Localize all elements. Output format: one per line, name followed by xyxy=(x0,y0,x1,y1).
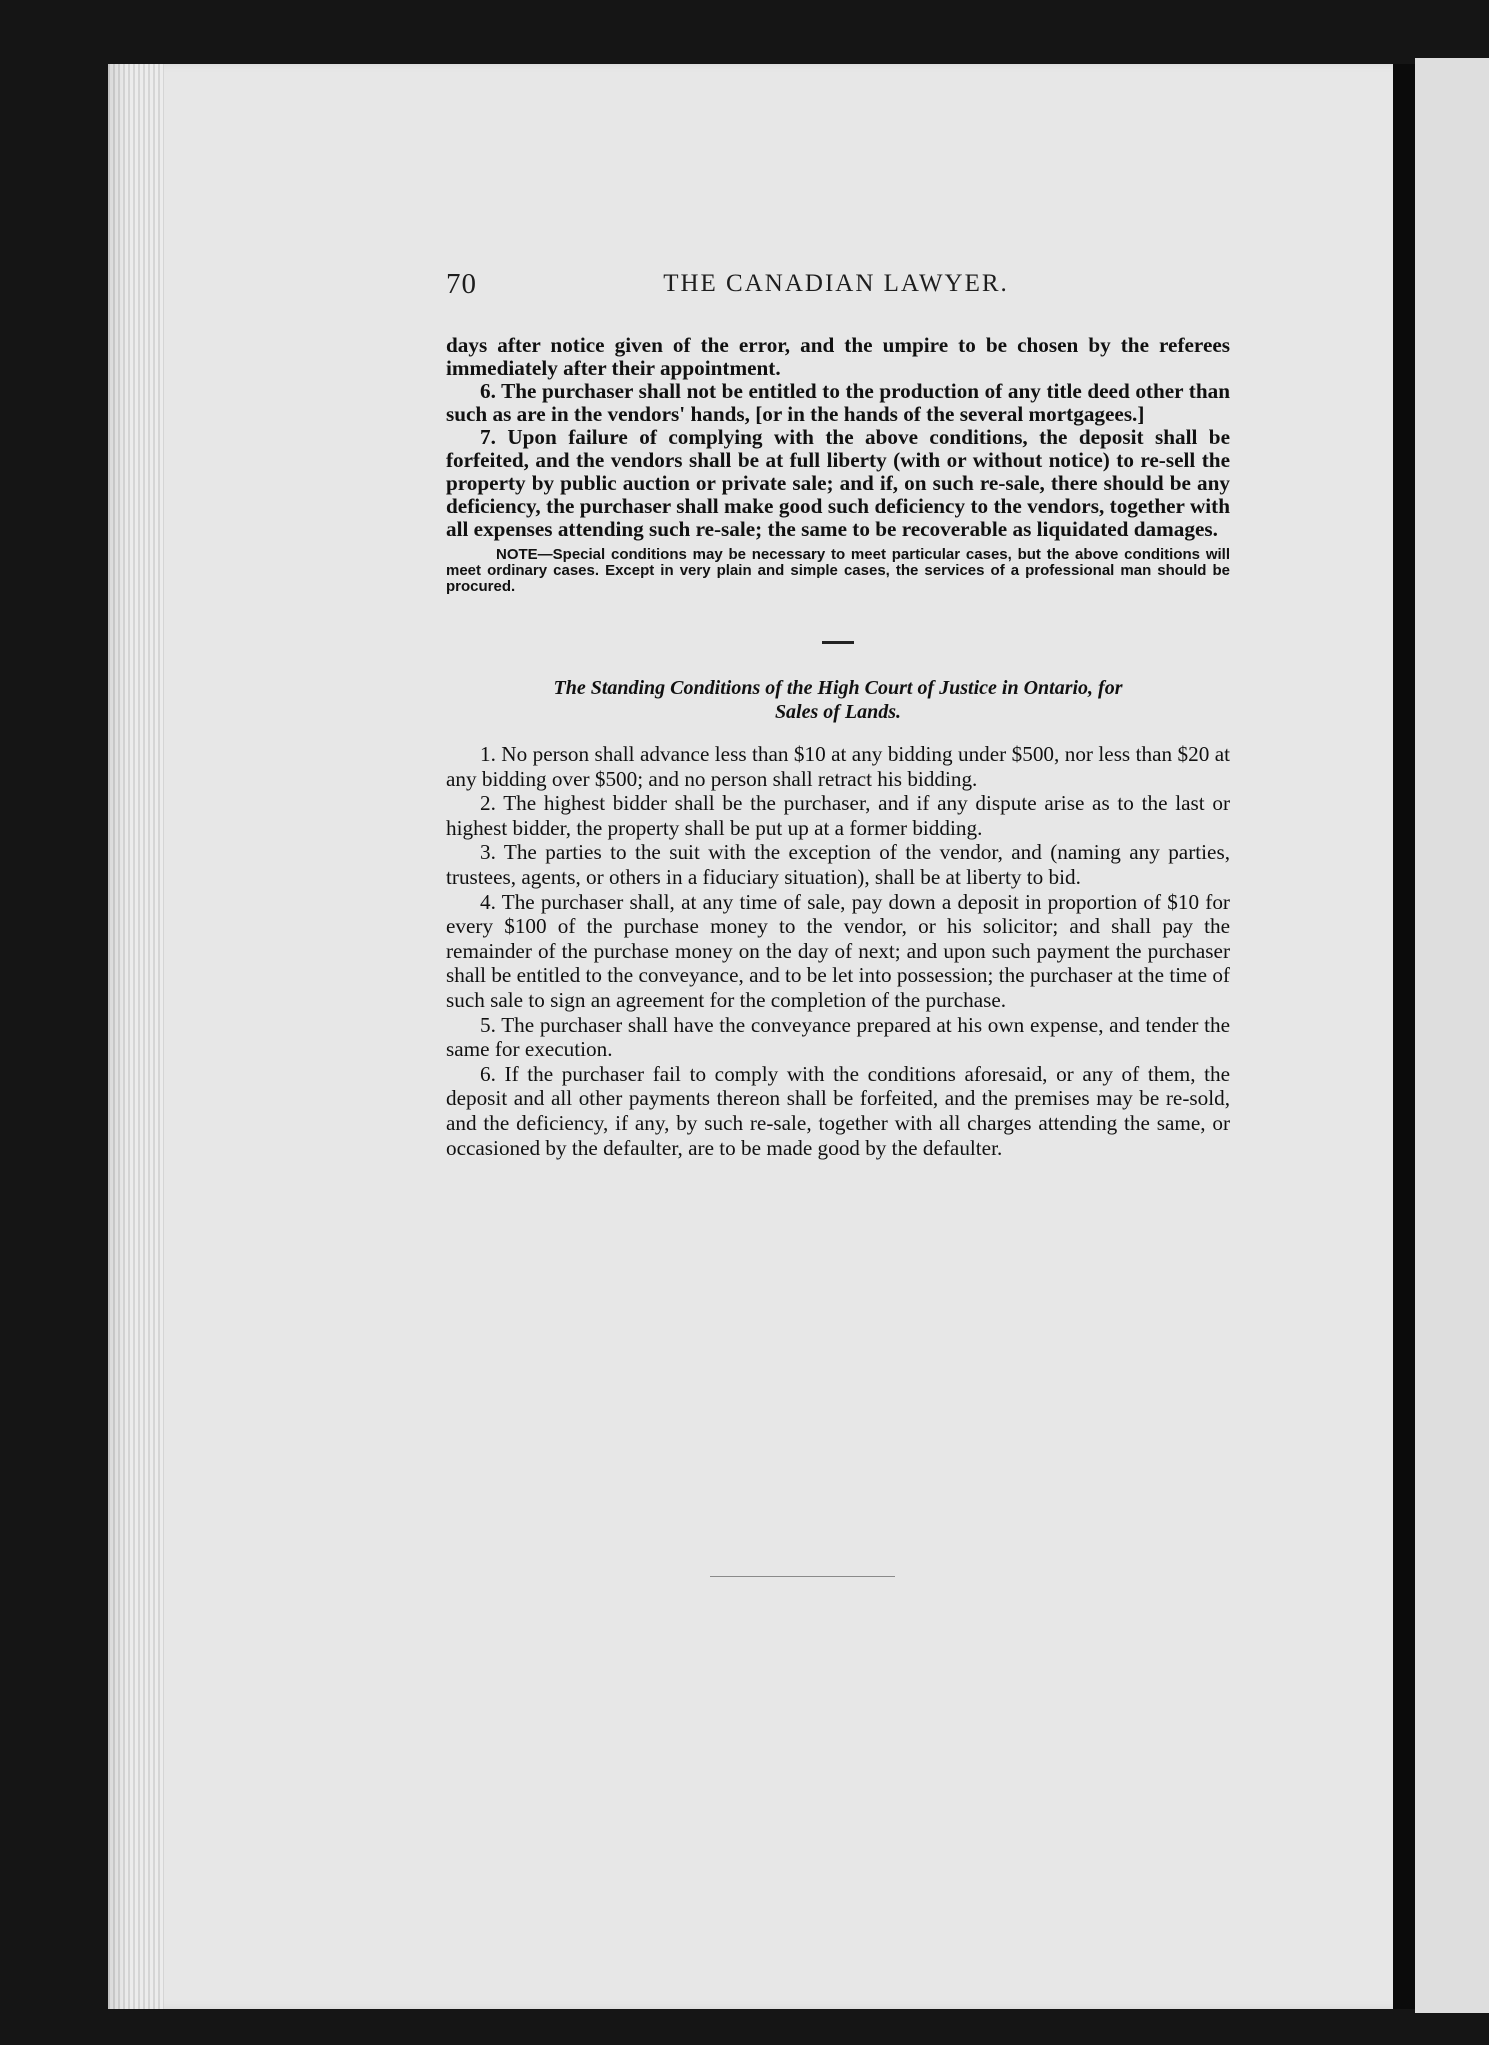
bottom-rule xyxy=(710,1576,895,1577)
section-heading xyxy=(446,676,1230,724)
paragraph-continuation: days after notice given of the error, and the umpire to be chosen by the referees immediately after their appointment. xyxy=(446,333,1230,380)
page-edge-stack xyxy=(108,64,164,2009)
journal-title: THE CANADIAN LAWYER. xyxy=(663,270,1009,297)
condition-3: 3. The parties to the suit with the exception of the vendor, and (naming any parties, trustees, agents, or others in a fiduciary situation), shall be at liberty to bid. xyxy=(446,840,1230,889)
facing-page-edge xyxy=(1415,58,1489,2013)
running-head xyxy=(446,268,1226,308)
paragraph-6: 6. The purchaser shall not be entitled to the production of any title deed other than such as are in the vendors' hands, [or in the hands of the several mortgagees.] xyxy=(446,379,1230,426)
section-heading-line-1: The Standing Conditions of the High Court of Justice in Ontario, for xyxy=(553,677,1123,699)
section-heading-line-2: Sales of Lands. xyxy=(774,701,902,723)
conditions-list xyxy=(446,742,1230,1160)
page-number: 70 xyxy=(446,268,477,300)
condition-6: 6. If the purchaser fail to comply with the conditions aforesaid, or any of them, the deposit and all other payments thereon shall be forfeited, and the premises may be re-sold, and the deficiency, if any, by such re-sale, together with all charges attending the same, or occasioned by the defaulter, are to be made good by the defaulter. xyxy=(446,1061,1230,1160)
paragraph-7: 7. Upon failure of complying with the above conditions, the deposit shall be forfeited, and the vendors shall be at full liberty (with or without notice) to re-sell the property by public auction or private sale; and if, on such re-sale, there should be any deficiency, the purchaser shall make good such deficiency to the vendors, together with all expenses attending such re-sale; the same to be recoverable as liquidated damages. xyxy=(446,425,1230,541)
condition-2: 2. The highest bidder shall be the purchaser, and if any dispute arise as to the last or highest bidder, the property shall be put up at a former bidding. xyxy=(446,791,1230,840)
condition-4: 4. The purchaser shall, at any time of sale, pay down a deposit in proportion of $10 for every $100 of the purchase money to the vendor, or his solicitor; and shall pay the remainder of the purchase money on the day of next; and upon such payment the purchaser shall be entitled to the conveyance, and to be let into possession; the purchaser at the time of such sale to sign an agreement for the completion of the purchase. xyxy=(446,889,1230,1012)
page-body xyxy=(446,334,1230,1160)
section-divider xyxy=(822,641,854,644)
book-gutter xyxy=(1393,64,1415,2009)
condition-5: 5. The purchaser shall have the conveyance prepared at his own expense, and tender the same for execution. xyxy=(446,1012,1230,1062)
note: NOTE—Special conditions may be necessary to meet particular cases, but the above conditions will meet ordinary cases. Except in very plain and simple cases, the services of a professional man should be procured. xyxy=(446,546,1230,595)
condition-1: 1. No person shall advance less than $10 at any bidding under $500, nor less than $20 at any bidding over $500; and no person shall retract his bidding. xyxy=(446,742,1230,791)
